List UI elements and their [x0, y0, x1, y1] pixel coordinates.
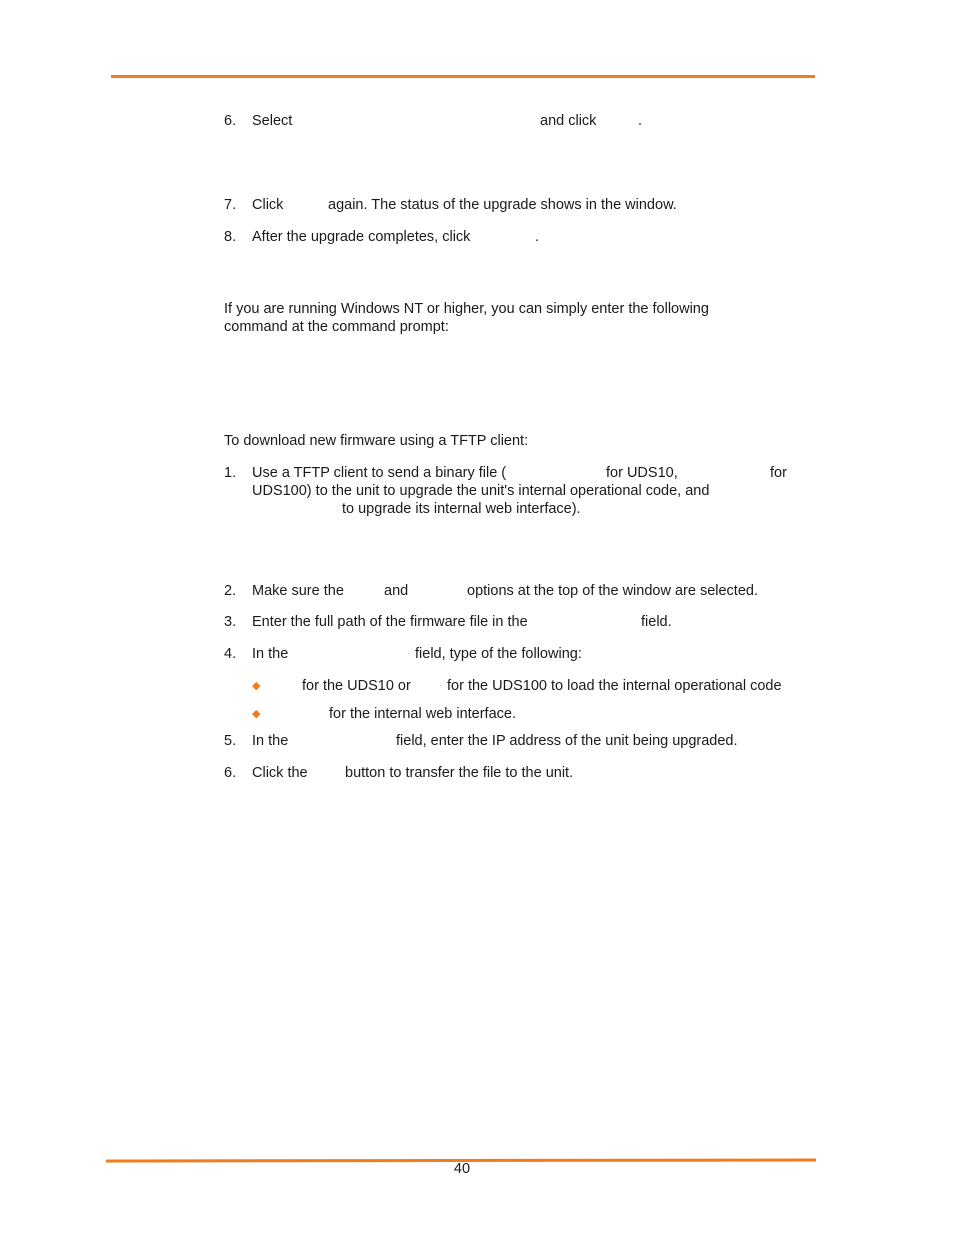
- orange-diamond-icon: ◆: [252, 708, 261, 720]
- header-rule: [111, 75, 815, 78]
- step-number: 4.: [224, 646, 237, 662]
- step-number: 8.: [224, 229, 237, 245]
- step-text: .: [535, 229, 540, 245]
- step-text: UDS100) to the unit to upgrade the unit's internal operational code, and: [252, 483, 710, 499]
- bullet-text: for the internal web interface.: [329, 706, 516, 722]
- step-number: 2.: [224, 583, 237, 599]
- step-text: and: [384, 583, 409, 599]
- step-text: options at the top of the window are selected.: [467, 583, 758, 599]
- step-text: Make sure the: [252, 583, 344, 599]
- step-text: Use a TFTP client to send a binary file (: [252, 465, 507, 481]
- bullet-text: for the UDS10 or: [302, 678, 411, 694]
- step-number: 7.: [224, 197, 237, 213]
- tftp-intro: To download new firmware using a TFTP client:: [224, 433, 529, 449]
- orange-diamond-icon: ◆: [252, 680, 261, 692]
- bullet-text: for the UDS100 to load the internal operational code: [447, 678, 782, 694]
- step-text: Select: [252, 113, 293, 129]
- page-number: 40: [453, 1161, 471, 1177]
- step-text: In the: [252, 646, 289, 662]
- step-number: 3.: [224, 614, 237, 630]
- step-text: In the: [252, 733, 289, 749]
- step-text: Click: [252, 197, 284, 213]
- paragraph-line: command at the command prompt:: [224, 319, 449, 335]
- paragraph-line: If you are running Windows NT or higher, you can simply enter the following: [224, 301, 709, 317]
- step-text: and click: [540, 113, 597, 129]
- step-number: 1.: [224, 465, 237, 481]
- step-text: field.: [641, 614, 672, 630]
- step-text: field, type of the following:: [415, 646, 582, 662]
- step-text: Click the: [252, 765, 308, 781]
- step-text: again. The status of the upgrade shows in the window.: [328, 197, 677, 213]
- step-text: After the upgrade completes, click: [252, 229, 471, 245]
- step-number: 5.: [224, 733, 237, 749]
- step-text: for UDS10,: [606, 465, 678, 481]
- step-text: to upgrade its internal web interface).: [342, 501, 581, 517]
- step-number: 6.: [224, 113, 237, 129]
- step-text: field, enter the IP address of the unit being upgraded.: [396, 733, 738, 749]
- step-text: Enter the full path of the firmware file in the: [252, 614, 528, 630]
- step-text: button to transfer the file to the unit.: [345, 765, 574, 781]
- step-text: for: [770, 465, 787, 481]
- step-number: 6.: [224, 765, 237, 781]
- step-text: .: [638, 113, 643, 129]
